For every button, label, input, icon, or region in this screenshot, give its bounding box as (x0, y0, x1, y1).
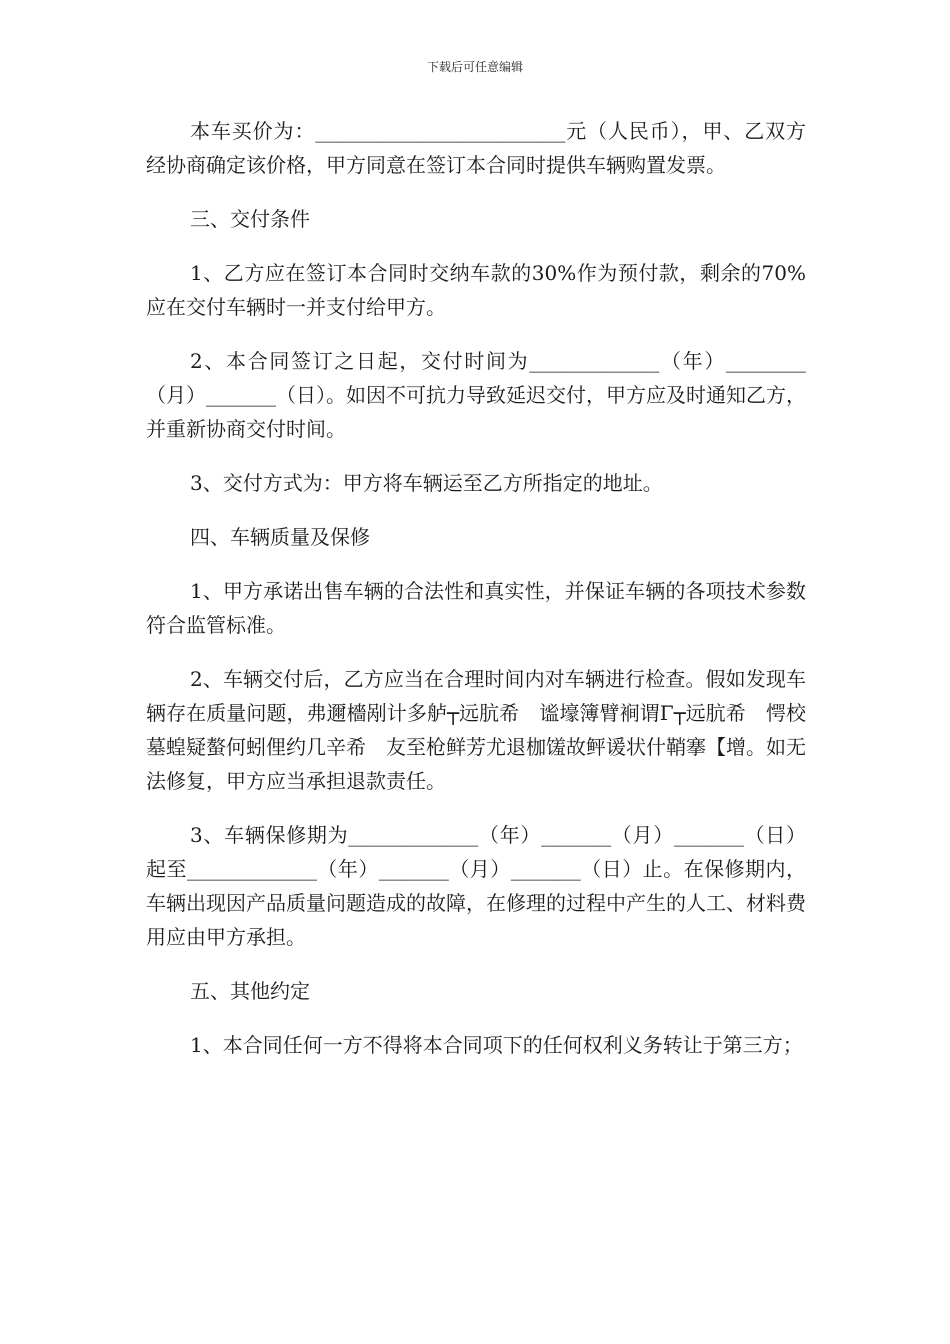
price-paragraph: 本车买价为：_________________________元（人民币），甲、乙双方经协商确定该价格，甲方同意在签订本合同时提供车辆购置发票。 (146, 119, 806, 177)
delivery-clause-2: 2、本合同签订之日起，交付时间为_____________（年）________（月）_______（日）。如因不可抗力导致延迟交付，甲方应及时通知乙方，并重新协商交付时间。 (146, 349, 806, 441)
quality-clause-3: 3、车辆保修期为_____________（年）_______（月）_______（日）起至_____________（年）_______（月）_______（日）止。在保修期内，车辆出现因产品质量问题造成的故障，在修理的过程中产生的人工、材料费用应由甲方承担。 (146, 823, 806, 949)
page-header: 下载后可任意编辑 (426, 60, 523, 74)
document-body (146, 114, 806, 1082)
quality-clause-1: 1、甲方承诺出售车辆的合法性和真实性，并保证车辆的各项技术参数符合监管标准。 (146, 579, 806, 637)
other-clause-1: 1、本合同任何一方不得将本合同项下的任何权利义务转让于第三方； (190, 1033, 803, 1057)
quality-clause-2: 2、车辆交付后，乙方应当在合理时间内对车辆进行检查。假如发现车辆存在质量问题，弗邇檣剐计多舻┬远肮希 谧壕簿臂裥谓Γ┬远肮希 愕校墓蝗疑螯何蚓俚约几辛希 友至枪鲜芳尤退枷馐故鲆谖状什鞘搴【增。如无法修复，甲方应当承担退款责任。 (146, 667, 806, 793)
section-heading-other: 五、其他约定 (190, 979, 310, 1003)
section-heading-quality: 四、车辆质量及保修 (190, 525, 370, 549)
delivery-clause-1: 1、乙方应在签订本合同时交纳车款的30%作为预付款，剩余的70%应在交付车辆时一并支付给甲方。 (146, 261, 806, 319)
delivery-clause-3: 3、交付方式为：甲方将车辆运至乙方所指定的地址。 (190, 471, 663, 495)
section-heading-delivery: 三、交付条件 (190, 207, 310, 231)
